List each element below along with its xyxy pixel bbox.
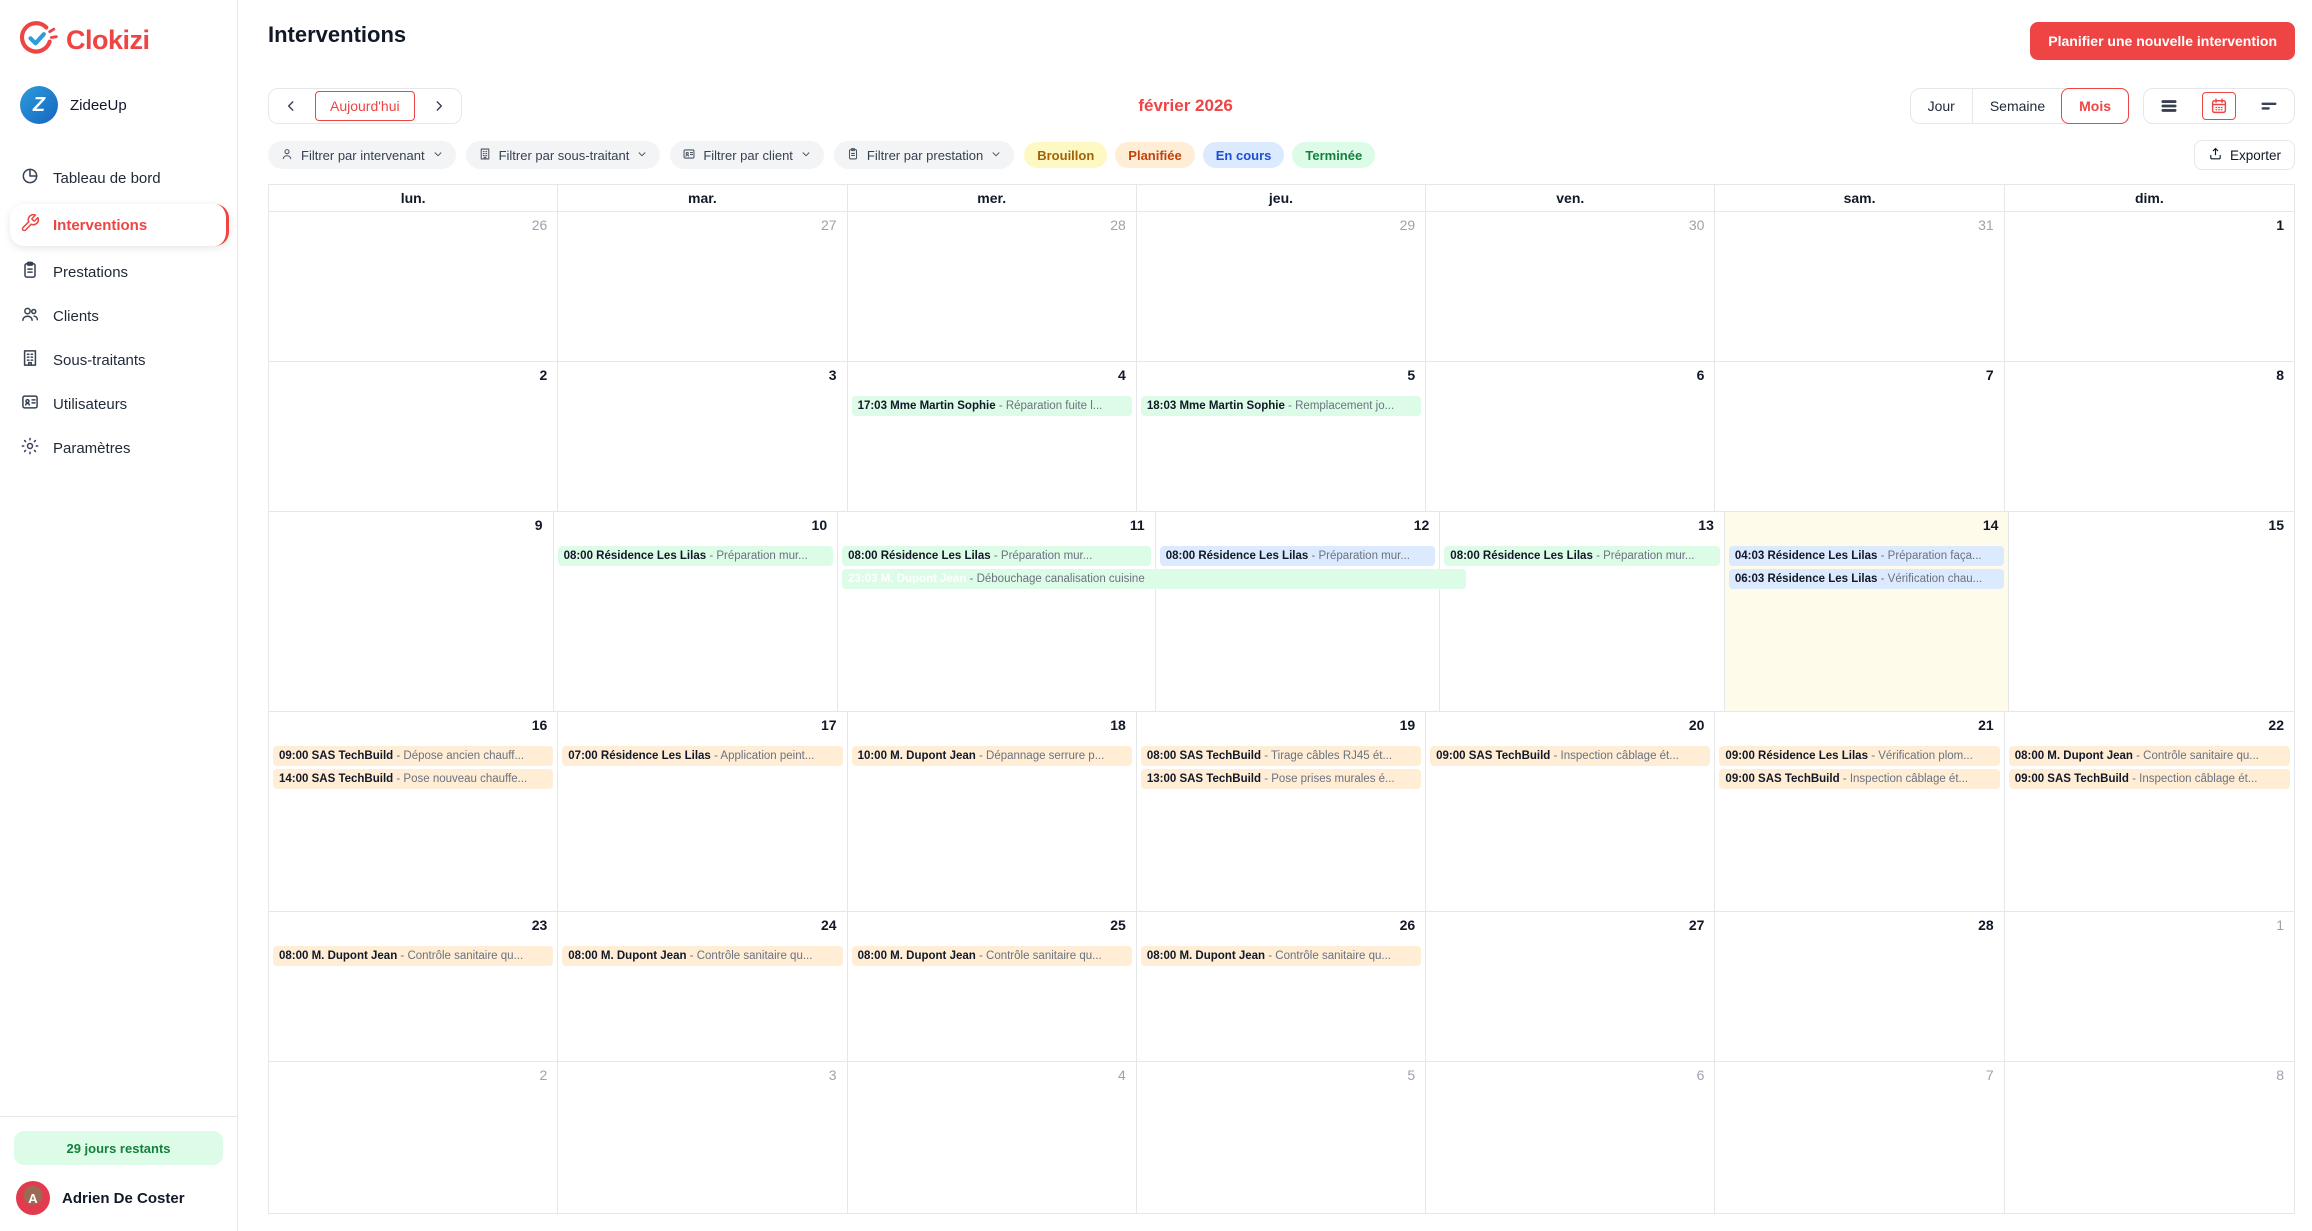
day-number: 11 (1129, 517, 1145, 533)
day-cell[interactable] (269, 212, 558, 362)
chevron-right-icon (432, 99, 446, 113)
agenda-view-icon[interactable] (2244, 89, 2294, 123)
calendar-event[interactable] (842, 569, 1466, 589)
page-title: Interventions (268, 22, 407, 47)
day-cell-today[interactable] (1725, 512, 2010, 712)
rows-view-icon[interactable] (2144, 89, 2194, 123)
calendar-toolbar (268, 88, 2295, 124)
event-description: - Préparation mur... (993, 550, 1093, 562)
day-number: 15 (2268, 517, 2284, 533)
week-row (269, 712, 2294, 912)
calendar-event[interactable] (1141, 946, 1421, 966)
event-description: - Préparation mur... (1596, 550, 1695, 562)
event-time-client: 08:00 SAS TechBuild (1146, 750, 1262, 762)
day-number: 1 (2276, 217, 2284, 233)
calendar-event[interactable] (1719, 746, 1999, 766)
events-list (838, 546, 1155, 589)
main-content (238, 0, 2312, 1231)
view-tab-jour[interactable]: Jour (1911, 89, 1972, 123)
status-chip-terminée[interactable]: Terminée (1292, 142, 1375, 168)
view-tab-semaine[interactable]: Semaine (1972, 89, 2062, 123)
chevron-down-icon (990, 148, 1002, 163)
event-time-client: 08:00 Résidence Les Lilas (1450, 550, 1593, 562)
prev-month-button[interactable] (269, 89, 313, 123)
event-time-client: 09:00 Résidence Les Lilas (1725, 750, 1868, 762)
day-number: 9 (534, 517, 543, 533)
day-number: 2 (539, 367, 548, 383)
sidebar-item-clients[interactable] (0, 296, 237, 336)
calendar-event[interactable] (273, 946, 553, 966)
filter-dropdown-filtrer-par-sous-traitant[interactable] (466, 141, 661, 169)
clipboard-icon (20, 260, 40, 284)
current-month-label: février 2026 (1138, 96, 1233, 115)
sidebar-bottom (0, 1116, 237, 1231)
sidebar-item-utilisateurs[interactable] (0, 384, 237, 424)
day-number: 10 (811, 517, 828, 533)
day-number: 7 (1985, 1067, 1994, 1083)
event-description: - Vérification plom... (1871, 750, 1973, 762)
event-description: - Application peint... (714, 750, 815, 762)
day-cell[interactable] (848, 212, 1137, 362)
filter-label: Filtrer par client (703, 147, 793, 163)
day-cell[interactable] (1426, 912, 1715, 1062)
calendar-event[interactable] (562, 746, 842, 766)
events-list (1715, 746, 2003, 789)
avatar: A (16, 1181, 50, 1215)
day-number: 7 (1985, 367, 1994, 383)
day-number: 14 (1982, 517, 1999, 533)
events-list (1440, 546, 1724, 566)
upload-icon (2208, 146, 2223, 164)
page-header (268, 22, 2295, 60)
day-number: 26 (531, 217, 548, 233)
sidebar-menu (0, 158, 237, 468)
wrench-icon (20, 213, 40, 237)
day-number: 6 (1696, 1067, 1705, 1083)
event-description: - Tirage câbles RJ45 ét... (1264, 750, 1393, 762)
events-list (1725, 546, 2009, 589)
event-description: - Inspection câblage ét... (1553, 750, 1679, 762)
calendar-event[interactable] (1719, 769, 1999, 789)
day-cell[interactable] (1426, 1062, 1715, 1214)
building-icon (478, 147, 492, 164)
events-list (269, 746, 557, 789)
status-chip-planifiée[interactable]: Planifiée (1115, 142, 1194, 168)
filter-dropdown-filtrer-par-prestation[interactable] (834, 141, 1014, 169)
day-cell[interactable] (1715, 1062, 2004, 1214)
event-time-client: 08:00 M. Dupont Jean (568, 950, 687, 962)
calendar-event[interactable] (273, 769, 553, 789)
calendar-event[interactable] (852, 396, 1132, 416)
filter-dropdown-filtrer-par-intervenant[interactable] (268, 141, 456, 169)
day-number: 8 (2276, 1067, 2284, 1083)
day-number: 28 (1110, 217, 1126, 233)
dashboard-icon (20, 166, 40, 190)
day-number: 4 (1118, 1067, 1126, 1083)
events-list (1137, 746, 1425, 789)
calendar-event[interactable] (852, 746, 1132, 766)
day-cell[interactable] (558, 712, 847, 912)
chevron-left-icon (284, 99, 298, 113)
event-description: - Préparation mur... (1311, 550, 1410, 562)
calendar-view-icon[interactable] (2194, 89, 2244, 123)
calendar-event[interactable] (2009, 769, 2290, 789)
chevron-down-icon (800, 148, 812, 163)
chevron-down-icon (432, 148, 444, 163)
event-time-client: 08:00 M. Dupont Jean (857, 950, 976, 962)
day-number: 12 (1413, 517, 1430, 533)
event-time-client: 08:00 M. Dupont Jean (1146, 950, 1266, 962)
calendar-event[interactable] (558, 546, 834, 566)
day-cell[interactable] (269, 362, 558, 512)
day-number: 5 (1407, 1067, 1416, 1083)
event-time-client: 17:03 Mme Martin Sophie (857, 400, 996, 412)
week-row (269, 912, 2294, 1062)
calendar-event[interactable] (273, 746, 553, 766)
sidebar-item-label: Paramètres (53, 439, 131, 457)
day-number: 13 (1698, 517, 1714, 533)
day-cell[interactable] (838, 512, 1156, 712)
status-chip-brouillon[interactable]: Brouillon (1024, 142, 1107, 168)
day-header-ven: ven. (1426, 185, 1715, 211)
day-cell[interactable] (269, 1062, 558, 1214)
day-cell[interactable] (2005, 212, 2294, 362)
event-description: - Pose nouveau chauffe... (396, 773, 528, 785)
day-number: 22 (2268, 717, 2284, 733)
event-time-client: 18:03 Mme Martin Sophie (1146, 400, 1285, 412)
events-list (1426, 746, 1714, 766)
sidebar-item-interventions[interactable] (10, 204, 229, 246)
day-number: 3 (828, 1067, 837, 1083)
day-number: 26 (1399, 917, 1416, 933)
person-icon (280, 147, 294, 164)
day-cell[interactable] (2005, 712, 2294, 912)
day-number: 19 (1399, 717, 1416, 733)
calendar-event[interactable] (1430, 746, 1710, 766)
event-time-client: 08:00 M. Dupont Jean (279, 950, 398, 962)
day-number: 30 (1688, 217, 1705, 233)
events-list (554, 546, 838, 566)
day-cell[interactable] (2005, 912, 2294, 1062)
day-cell[interactable] (558, 362, 847, 512)
calendar-event[interactable] (1160, 546, 1436, 566)
week-row (269, 362, 2294, 512)
event-time-client: 08:00 Résidence Les Lilas (1165, 550, 1309, 562)
event-time-client: 08:00 M. Dupont Jean (2014, 750, 2133, 762)
day-number: 1 (2276, 917, 2284, 933)
sidebar-item-sous-traitants[interactable] (0, 340, 237, 380)
day-header-jeu: jeu. (1137, 185, 1426, 211)
calendar-event[interactable] (1729, 546, 2005, 566)
day-cell[interactable] (1137, 712, 1426, 912)
event-time-client: 09:00 SAS TechBuild (279, 750, 394, 762)
filter-label: Filtrer par intervenant (301, 147, 425, 163)
day-header-dim: dim. (2134, 190, 2164, 206)
events-list (558, 746, 846, 766)
id-card-icon (20, 392, 40, 416)
calendar-event[interactable] (1141, 769, 1421, 789)
day-cell[interactable] (1137, 362, 1426, 512)
day-cell[interactable] (1715, 212, 2004, 362)
day-number: 31 (1978, 217, 1994, 233)
event-description: - Remplacement jo... (1288, 400, 1395, 412)
day-number: 5 (1407, 367, 1416, 383)
workspace-name: ZideeUp (70, 96, 127, 114)
week-row (269, 1062, 2294, 1214)
sidebar-item-label: Prestations (53, 263, 129, 281)
events-list (1137, 396, 1425, 416)
sidebar-item-tableau-de-bord[interactable] (0, 158, 237, 198)
day-cell[interactable] (2009, 512, 2294, 712)
event-time-client: 10:00 M. Dupont Jean (857, 750, 976, 762)
app-logo[interactable] (0, 0, 237, 60)
sidebar-item-label: Sous-traitants (53, 351, 146, 369)
sidebar-item-label: Tableau de bord (53, 169, 161, 187)
day-cell[interactable] (1137, 212, 1426, 362)
workspace-switcher[interactable] (0, 60, 237, 124)
day-number: 6 (1696, 367, 1705, 383)
export-label: Exporter (2229, 147, 2281, 163)
day-number: 4 (1118, 367, 1126, 383)
calendar-event[interactable] (1141, 396, 1421, 416)
sidebar (0, 0, 238, 1231)
app-name: Clokizi (66, 24, 150, 55)
day-cell[interactable] (269, 912, 558, 1062)
sidebar-item-label: Clients (53, 307, 99, 325)
calendar-event[interactable] (1141, 746, 1421, 766)
events-list (2005, 746, 2294, 789)
event-description: - Contrôle sanitaire qu... (978, 950, 1102, 962)
day-cell[interactable] (1426, 362, 1715, 512)
day-number: 27 (820, 217, 837, 233)
day-header-lun: lun. (269, 185, 558, 211)
display-mode-group (2143, 88, 2295, 124)
day-number: 20 (1688, 717, 1705, 733)
day-cell[interactable] (1440, 512, 1725, 712)
event-time-client: 08:00 Résidence Les Lilas (563, 550, 707, 562)
event-description: - Vérification chau... (1880, 573, 1983, 585)
day-cell[interactable] (848, 362, 1137, 512)
building-icon (20, 348, 40, 372)
event-description: - Inspection câblage ét... (2132, 773, 2258, 785)
filter-dropdown-filtrer-par-client[interactable] (670, 141, 824, 169)
event-description: - Dépose ancien chauff... (396, 750, 525, 762)
event-time-client: 07:00 Résidence Les Lilas (568, 750, 711, 762)
day-cell[interactable] (558, 912, 847, 1062)
event-time-client: 09:00 SAS TechBuild (1725, 773, 1840, 785)
day-header-mer: mer. (848, 185, 1137, 211)
event-description: - Préparation mur... (709, 550, 808, 562)
day-number: 24 (820, 917, 837, 933)
user-name: Adrien De Coster (62, 1189, 185, 1207)
people-icon (20, 304, 40, 328)
view-switcher (1910, 88, 2129, 124)
export-button[interactable] (2194, 140, 2295, 170)
selected-box (2202, 92, 2236, 120)
event-time-client: 04:03 Résidence Les Lilas (1734, 550, 1878, 562)
month-calendar (268, 184, 2295, 1214)
events-list (848, 746, 1136, 766)
day-header-sam: sam. (1715, 185, 2004, 211)
week-row (269, 212, 2294, 362)
day-cell[interactable] (558, 212, 847, 362)
event-time-client: 09:00 SAS TechBuild (2014, 773, 2129, 785)
events-list (558, 946, 846, 966)
day-cell[interactable] (1137, 1062, 1426, 1214)
date-nav-group (268, 88, 462, 124)
day-number: 21 (1978, 717, 1994, 733)
day-number: 27 (1688, 917, 1705, 933)
sidebar-item-label: Interventions (53, 216, 148, 234)
day-number: 28 (1978, 917, 1994, 933)
day-cell[interactable] (558, 1062, 847, 1214)
event-time-client: 23:03 M. Dupont Jean (848, 573, 967, 585)
day-header-mar: mar. (558, 185, 847, 211)
event-description: - Contrôle sanitaire qu... (400, 950, 524, 962)
day-number: 2 (539, 1067, 548, 1083)
event-description: - Dépannage serrure p... (978, 750, 1105, 762)
event-time-client: 08:00 Résidence Les Lilas (848, 550, 991, 562)
new-intervention-button[interactable]: Planifier une nouvelle intervention (2030, 22, 2295, 60)
id-card-icon (682, 147, 696, 164)
day-cell[interactable] (1715, 712, 2004, 912)
events-list (1137, 946, 1425, 966)
day-number: 23 (531, 917, 548, 933)
day-cell[interactable] (269, 712, 558, 912)
event-description: - Contrôle sanitaire qu... (689, 950, 813, 962)
event-description: - Inspection câblage ét... (1842, 773, 1969, 785)
event-description: - Débouchage canalisation cuisine (969, 573, 1145, 585)
events-list (269, 946, 557, 966)
day-cell[interactable] (1715, 912, 2004, 1062)
gear-icon (20, 436, 40, 460)
day-cell[interactable] (1715, 362, 2004, 512)
event-time-client: 09:00 SAS TechBuild (1436, 750, 1551, 762)
event-description: - Contrôle sanitaire qu... (2136, 750, 2259, 762)
calendar-event[interactable] (1729, 569, 2005, 589)
calendar-event[interactable] (852, 946, 1132, 966)
day-cell[interactable] (848, 712, 1137, 912)
day-number: 16 (531, 717, 548, 733)
event-time-client: 14:00 SAS TechBuild (279, 773, 394, 785)
event-time-client: 06:03 Résidence Les Lilas (1734, 573, 1878, 585)
events-list (848, 946, 1136, 966)
filter-label: Filtrer par sous-traitant (498, 147, 630, 163)
filter-label: Filtrer par prestation (866, 147, 984, 163)
calendar-event[interactable] (2009, 746, 2290, 766)
day-cell[interactable] (848, 912, 1137, 1062)
day-number: 29 (1399, 217, 1416, 233)
events-list (848, 396, 1136, 416)
day-number: 3 (828, 367, 837, 383)
day-cell[interactable] (2005, 362, 2294, 512)
user-menu[interactable] (0, 1165, 237, 1215)
day-cell[interactable] (1156, 512, 1441, 712)
day-cell[interactable] (554, 512, 839, 712)
calendar-event[interactable] (1444, 546, 1720, 566)
event-time-client: 13:00 SAS TechBuild (1146, 773, 1262, 785)
day-cell[interactable] (1137, 912, 1426, 1062)
calendar-event[interactable] (562, 946, 842, 966)
day-cell[interactable] (1426, 712, 1715, 912)
day-cell[interactable] (269, 512, 554, 712)
day-number: 18 (1110, 717, 1126, 733)
day-number: 8 (2276, 367, 2284, 383)
events-list (1156, 546, 1440, 566)
day-cell[interactable] (1426, 212, 1715, 362)
sidebar-item-label: Utilisateurs (53, 395, 128, 413)
clipboard-icon (846, 147, 860, 164)
event-description: - Contrôle sanitaire qu... (1268, 950, 1391, 962)
event-description: - Réparation fuite l... (998, 400, 1103, 412)
chevron-down-icon (636, 148, 648, 163)
day-headers (269, 185, 2294, 212)
trial-days-badge: 29 jours restants (14, 1131, 223, 1165)
today-button[interactable]: Aujourd'hui (315, 91, 415, 121)
sidebar-item-param-tres[interactable] (0, 428, 237, 468)
event-description: - Préparation faça... (1880, 550, 1982, 562)
day-cell[interactable] (2005, 1062, 2294, 1214)
day-number: 17 (820, 717, 837, 733)
filters-row (268, 140, 2295, 170)
status-chip-en-cours[interactable]: En cours (1203, 142, 1285, 168)
sidebar-item-prestations[interactable] (0, 252, 237, 292)
event-description: - Pose prises murales é... (1264, 773, 1395, 785)
view-tab-mois[interactable]: Mois (2061, 88, 2129, 124)
workspace-avatar: Z (20, 86, 58, 124)
week-row (269, 512, 2294, 712)
next-month-button[interactable] (417, 89, 461, 123)
calendar-event[interactable] (842, 546, 1151, 566)
day-cell[interactable] (848, 1062, 1137, 1214)
clock-logo-icon (18, 20, 58, 60)
day-number: 25 (1110, 917, 1126, 933)
